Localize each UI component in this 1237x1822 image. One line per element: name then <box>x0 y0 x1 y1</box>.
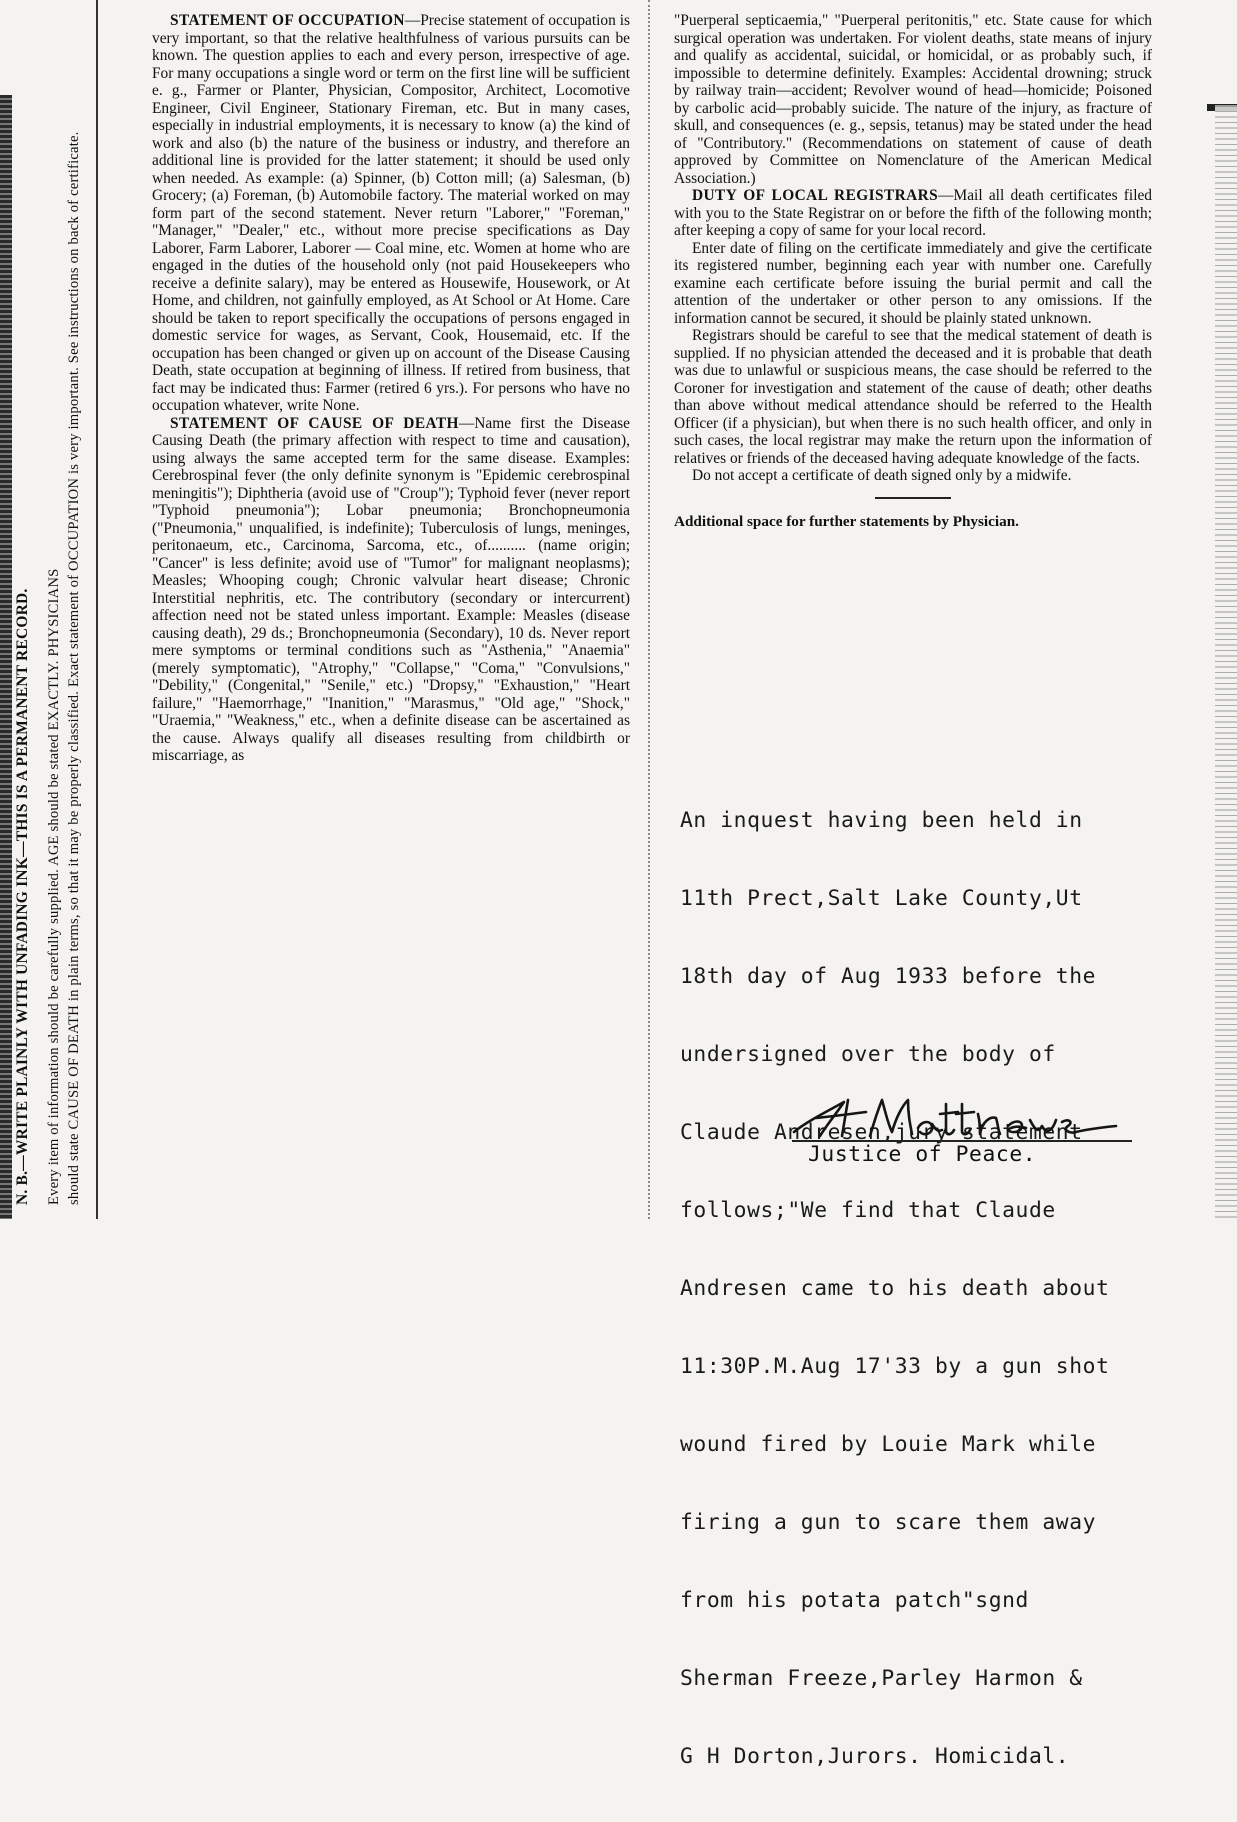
cause-paragraph <box>152 415 630 765</box>
margin-note-information: Every item of information should be carefully supplied. AGE should be stated EXACTLY. PHYSICIANS <box>46 568 62 1205</box>
section-rule <box>875 497 951 499</box>
margin-note-ink: N. B.—WRITE PLAINLY WITH UNFADING INK—THIS IS A PERMANENT RECORD. <box>14 588 31 1205</box>
typed-line: 11th Prect,Salt Lake County,Ut <box>680 886 1083 911</box>
right-edge-speckle <box>1215 105 1237 1219</box>
typed-line: follows;"We find that Claude <box>680 1198 1056 1223</box>
typed-line: Claude Andresen,jury statement <box>680 1120 1083 1145</box>
typed-line: 18th day of Aug 1933 before the <box>680 964 1097 989</box>
typed-line: undersigned over the body of <box>680 1042 1056 1067</box>
handwritten-signature <box>786 1092 1136 1140</box>
careful-paragraph: Registrars should be careful to see that the medical statement of death is supplied. If no physician attended the deceased and it is probable that death was due to unlawful or suspicious means, the case should be referred to the Coroner for investigation and statement of the cause of death; other deaths than above without medical attendance should be referred to the Health Officer (if a physician), but when there is no such health officer, and only in such cases, the local registrar may make the return upon the information of relatives or friends of the deceased having adequate knowledge of the facts. <box>674 327 1152 467</box>
signer-title: Justice of Peace. <box>808 1142 1037 1167</box>
cause-continued: "Puerperal septicaemia," "Puerperal peritonitis," etc. State cause for which surgical operation was undertaken. For violent deaths, state means of injury and qualify as accidental, suicidal, or homicidal, or as probably such, if impossible to determine definitely. Examples: Accidental drowning; struck by railway train—accident; Revolver wound of head—homicide; Poisoned by carbolic acid—probably suicide. The nature of the injury, as fracture of skull, and consequences (e. g., sepsis, tetanus) may be stated under the head of "Contributory." (Recommendations on statement of cause of death approved by Committee on Nomenclature of the American Medical Association.) <box>674 12 1152 187</box>
typed-line: wound fired by Louie Mark while <box>680 1432 1097 1457</box>
typed-line: from his potata patch"sgnd <box>680 1588 1029 1613</box>
right-column <box>674 12 1152 530</box>
registrars-text: —Mail all death certificates filed with you to the State Registrar on or before the fifth of the following month; after keeping a copy of same for your local record. <box>674 187 1153 239</box>
occupation-text: —Precise statement of occupation is very important, so that the relative healthfulness of various pursuits can be known. The question applies to each and every person, irrespective of age. For many occupations a single word or term on the first line will be sufficient e. g., Farmer or Planter, Physician, Compositor, Architect, Locomotive Engineer, Civil Engineer, Stationary Fireman, etc. But in many cases, especially in industrial employments, it is necessary to know (a) the kind of work and also (b) the nature of the business or industry, and therefore an additional line is provided for the latter statement; it should be used only when needed. As example: (a) Spinner, (b) Cotton mill; (a) Salesman, (b) Grocery; (a) Foreman, (b) Automobile factory. The material worked on may form part of the second statement. Never return "Laborer," "Foreman," "Manager," "Dealer," etc., without more precise specifications as Day Laborer, Farm Laborer, Laborer — Coal mine, etc. Women at home who are engaged in the duties of the household only (not paid Housekeepers who receive a definite salary), may be entered as Housewife, Housework, or At Home, and children, not gainfully employed, as At School or At Home. Care should be taken to report specifically the occupations of persons engaged in domestic service for wages, as Servant, Cook, Housemaid, etc. If the occupation has been changed or given up on account of the Disease Causing Death, state occupation at beginning of illness. If retired from business, that fact may be indicated thus: Farmer (retired 6 yrs.). For persons who have no occupation whatever, write None. <box>152 12 630 414</box>
margin-strip <box>0 0 100 1219</box>
typed-statement <box>680 756 1200 1822</box>
left-column <box>152 12 630 765</box>
typed-line: 11:30P.M.Aug 17'33 by a gun shot <box>680 1354 1110 1379</box>
typed-line: G H Dorton,Jurors. Homicidal. <box>680 1744 1070 1769</box>
cause-heading: STATEMENT OF CAUSE OF DEATH <box>170 414 459 432</box>
additional-space-heading: Additional space for further statements by Physician. <box>674 512 1019 530</box>
registrars-paragraph <box>674 187 1152 240</box>
margin-note-cause: should state CAUSE OF DEATH in plain terms, so that it may be properly classified. Exact statement of OCCUPATION is very important. See instructions on back of certificate. <box>66 131 82 1205</box>
occupation-heading: STATEMENT OF OCCUPATION <box>170 12 405 29</box>
column-divider <box>648 0 650 1219</box>
typed-line: Andresen came to his death about <box>680 1276 1110 1301</box>
registrars-heading: DUTY OF LOCAL REGISTRARS <box>692 187 939 204</box>
typed-line: Sherman Freeze,Parley Harmon & <box>680 1666 1083 1691</box>
filing-paragraph: Enter date of filing on the certificate immediately and give the certificate its registered number, beginning each year with number one. Carefully examine each certificate before issuing the burial permit and call the attention of the undertaker or other person to any omissions. If the information cannot be secured, it should be plainly stated unknown. <box>674 239 1152 327</box>
typed-line: An inquest having been held in <box>680 808 1083 833</box>
midwife-paragraph: Do not accept a certificate of death signed only by a midwife. <box>692 467 1072 484</box>
typed-line: firing a gun to scare them away <box>680 1510 1097 1535</box>
margin-rule <box>96 0 98 1219</box>
occupation-paragraph <box>152 12 630 415</box>
cause-text: —Name first the Disease Causing Death (the primary affection with respect to time and causation), using always the same accepted term for the same disease. Examples: Cerebrospinal fever (the only definite synonym is "Epidemic cerebrospinal meningitis"); Diphtheria (avoid use of "Croup"); Typhoid fever (never report "Typhoid pneumonia"); Lobar pneumonia; Bronchopneumonia ("Pneumonia," unqualified, is indefinite); Tuberculosis of lungs, meninges, peritonaeum, etc., Carcinoma, Sarcoma, etc., of.......... (name origin; "Cancer" is less definite; avoid use of "Tumor" for malignant neoplasms); Measles; Whooping cough; Chronic valvular heart disease; Chronic Interstitial nephritis, etc. The contributory (secondary or intercurrent) affection need not be stated unless important. Example: Measles (disease causing death), 29 ds.; Bronchopneumonia (Secondary), 10 ds. Never report mere symptoms or terminal conditions such as "Asthenia," "Anaemia" (merely symptomatic), "Atrophy," "Collapse," "Coma," "Convulsions," "Debility," (Congenital," "Senile," etc.) "Dropsy," "Exhaustion," "Heart failure," "Haemorrhage," "Inanition," "Marasmus," "Old age," "Shock," "Uraemia," "Weakness," etc., when a definite disease can be ascertained as the cause. Always qualify all diseases resulting from childbirth or miscarriage, as <box>152 414 630 764</box>
margin-dark-band <box>0 95 12 1219</box>
